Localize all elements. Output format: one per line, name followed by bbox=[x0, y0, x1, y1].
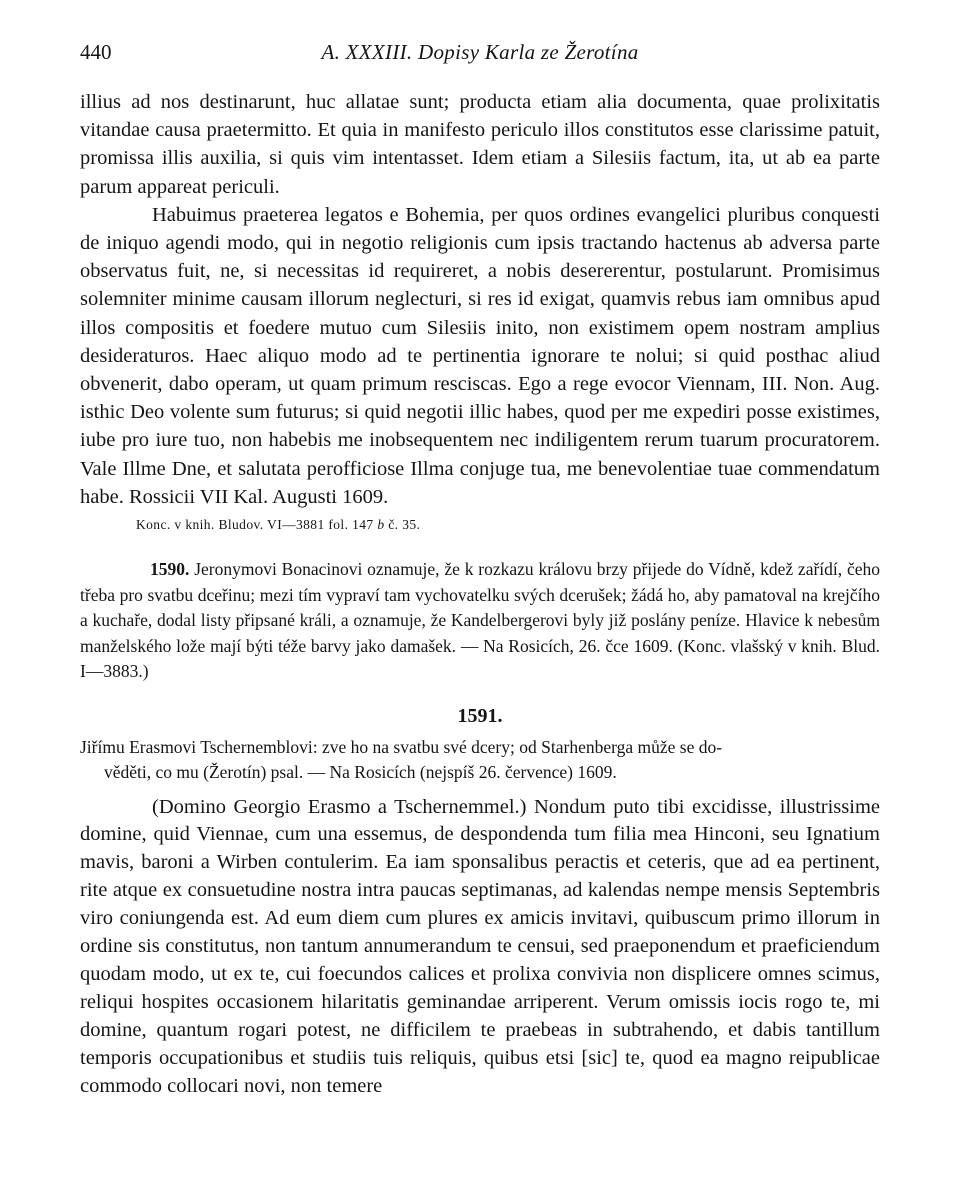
source-note-italic: b bbox=[377, 517, 385, 533]
running-title: A. XXXIII. Dopisy Karla ze Žerotína bbox=[321, 40, 639, 64]
letter-1589-paragraph-1: illius ad nos destinarunt, huc allatae sunt; producta etiam alia documenta, quae prolixitatis vitandae causa praetermitto. Et quia in manifesto periculo illos constitutos esse clarissime patuit, promissa illis auxilia, si quis vim intentasset. Idem etiam a Silesiis factum, ita, ut ab ea parte parum appareat periculi. bbox=[80, 91, 880, 198]
source-note bbox=[136, 515, 880, 535]
page-number: 440 bbox=[80, 40, 112, 64]
entry-1591-letter-text: (Domino Georgio Erasmo a Tschernemmel.) Nondum puto tibi excidisse, illustrissime domine, quid Viennae, cum una essemus, de despondenda tum filia mea Hinconi, seu Ignatium mavis, baroni a Wirben contulerim. Ea iam sponsalibus peractis et ceteris, que ad ea pertinent, rite atque ex consuetudine nostra intra paucas septimanas, ad kalendas nempe mensis Septembris viro coniungenda est. Ad eum diem cum plures ex amicis invitavi, quibuscum primo illorum in ordine sis constitutus, non tantum annumerandum te censui, sed praeponendum et praeficiendum quodam modo, ut ex te, cui foecundos calices et prolixa convivia non displicere omnes scimus, reliqui hospites occasionem hilaritatis geminandae arriperent. Verum omissis iocis rogo te, mi domine, quantum rogari potest, ne difficilem te praebeas in subtrahendo, et dabis tantillum temporis occupationibus et studiis tuis reliquis, quibus etsi [sic] te, quod ea magno reipublicae commodo collocari novi, non temere bbox=[80, 795, 880, 1097]
source-note-suffix: č. 35. bbox=[384, 517, 421, 533]
page-body bbox=[80, 88, 880, 1101]
entry-1590-number: 1590. bbox=[150, 559, 190, 580]
entry-1591-regest-line-2: věděti, co mu (Žerotín) psal. — Na Rosicích (nejspíš 26. července) 1609. bbox=[104, 762, 617, 783]
page-header bbox=[80, 40, 880, 70]
entry-1591-regest-line-1: Jiřímu Erasmovi Tschernemblovi: zve ho na svatbu své dcery; od Starhenberga může se do- bbox=[80, 736, 723, 757]
entry-1591-regest bbox=[80, 735, 880, 786]
letter-1589-paragraph-2: Habuimus praeterea legatos e Bohemia, per quos ordines evangelici pluribus conquesti de iniquo agendi modo, qui in negotio religionis cum ipsis tractando hactenus ab adversa parte observatus fuit, ne, si necessitas id requireret, a nobis desererentur, postularunt. Promisimus solemniter minime causam illorum neglecturi, si res id exigat, quamvis rebus iam omnibus apud illos compositis et foedere mutuo cum Silesiis inito, non existimem opem nostram amplius desideraturos. Haec aliquo modo ad te pertinentia ignorare te nolui; si quid posthac aliud obvenerit, dabo operam, ut quam primum resciscas. Ego a rege evocor Viennam, III. Non. Aug. isthic Deo volente sum futurus; si quid negotii illic habes, quod per me expediri posse existimes, iube pro iure tuo, non habebis me inobsequentem nec indiligentem rerum tuarum procuratorem. Vale Illme Dne, et salutata perofficiose Illma conjuge tua, me benevolentiae tuae commendatum habe. Rossicii VII Kal. Augusti 1609. bbox=[80, 203, 880, 508]
entry-1590-text: Jeronymovi Bonacinovi oznamuje, že k rozkazu královu brzy přijede do Vídně, kdež zařídí, čeho třeba pro svatbu dceřinu; mezi tím vypraví tam vychovatelku svých dcerušek; žádá ho, aby pamatoval na krejčího a kuchaře, dodal listy připsané králi, a oznamuje, že Kandelbergerovi byly již poslány peníze. Hlavice k nebesům manželského lože mají býti téže barvy jako damašek. — Na Rosicích, 26. čce 1609. (Konc. vlašský v knih. Blud. I—3883.) bbox=[80, 559, 881, 682]
source-note-prefix: Konc. v knih. Bludov. VI—3881 fol. 147 bbox=[136, 517, 378, 533]
entry-1590 bbox=[80, 557, 880, 685]
entry-1591-number: 1591. bbox=[457, 704, 503, 727]
